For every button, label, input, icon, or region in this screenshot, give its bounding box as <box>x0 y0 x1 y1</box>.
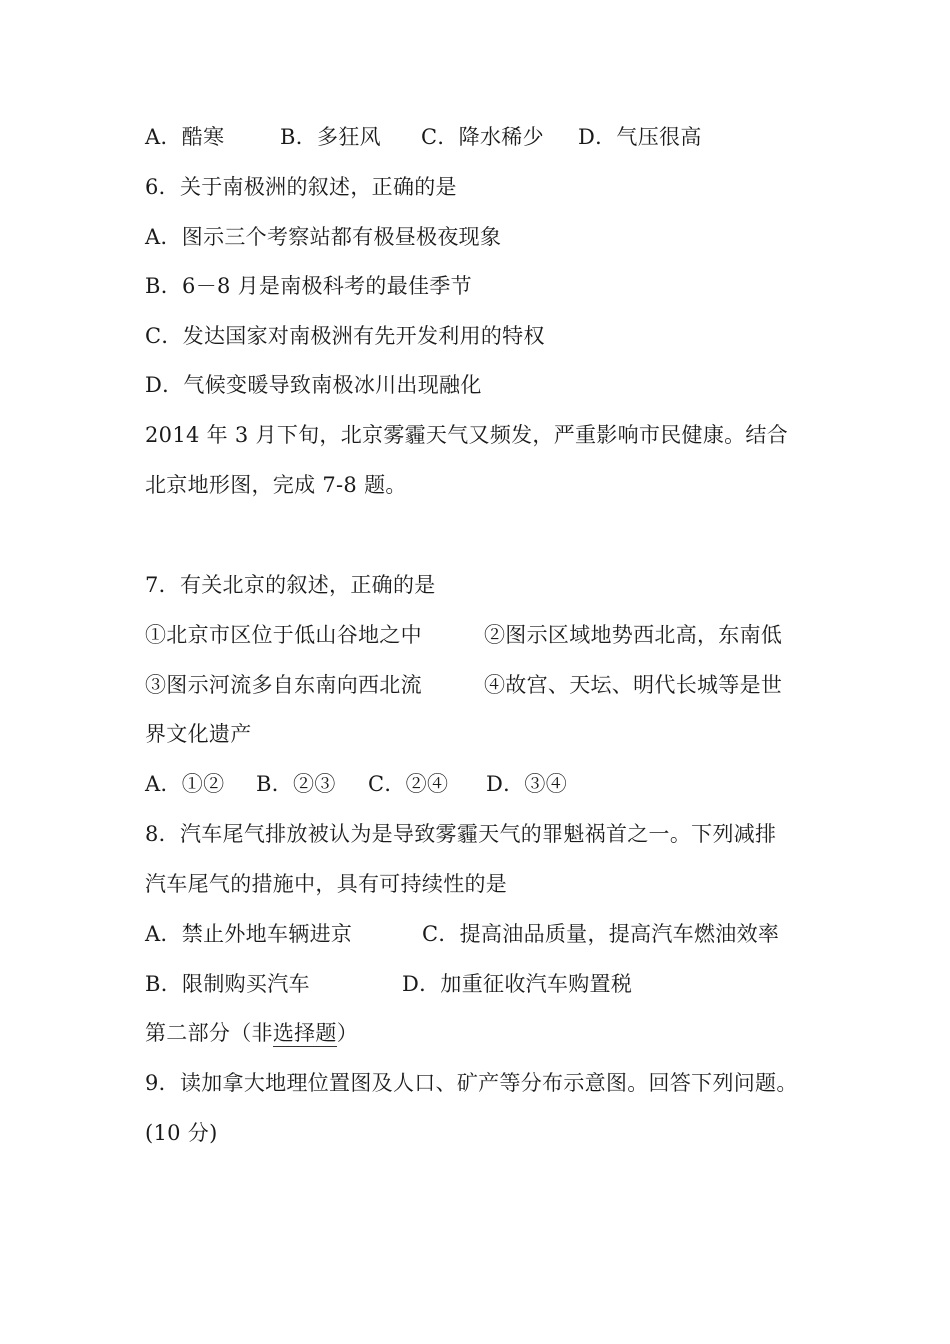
part-two-underlined: 选择题 <box>272 1021 337 1045</box>
q7-statement-3: ③图示河流多自东南向西北流 <box>145 673 422 697</box>
q7-option-b: B．②③ <box>256 772 336 796</box>
q8-option-a: A．禁止外地车辆进京 <box>145 922 353 946</box>
intro-7-8-line2: 北京地形图，完成 7-8 题。 <box>145 473 407 497</box>
q7-statement-4-continued: 界文化遗产 <box>145 722 252 746</box>
q8-option-d: D．加重征收汽车购置税 <box>402 972 633 996</box>
q6-stem: 6．关于南极洲的叙述，正确的是 <box>145 175 457 199</box>
q6-option-d: D．气候变暖导致南极冰川出现融化 <box>145 373 482 397</box>
part-two-prefix: 第二部分（非 <box>145 1021 273 1045</box>
q7-option-a: A．①② <box>145 772 225 796</box>
q5-option-d: D．气压很高 <box>578 125 702 149</box>
q7-option-c: C．②④ <box>368 772 449 796</box>
q9-stem: 9．读加拿大地理位置图及人口、矿产等分布示意图。回答下列问题。 <box>145 1071 798 1095</box>
q7-statement-2: ②图示区域地势西北高，东南低 <box>484 623 783 647</box>
q6-option-a: A．图示三个考察站都有极昼极夜现象 <box>145 225 502 249</box>
q5-option-a: A．酷寒 <box>145 125 225 149</box>
q6-option-b: B．6－8 月是南极科考的最佳季节 <box>145 274 472 298</box>
q6-option-c: C．发达国家对南极洲有先开发利用的特权 <box>145 324 545 348</box>
intro-7-8-line1: 2014 年 3 月下旬，北京雾霾天气又频发，严重影响市民健康。结合 <box>145 423 789 447</box>
q8-option-c: C．提高油品质量，提高汽车燃油效率 <box>422 922 780 946</box>
q7-option-d: D．③④ <box>486 772 568 796</box>
q9-score: (10 分) <box>145 1121 218 1145</box>
q8-option-b: B．限制购买汽车 <box>145 972 310 996</box>
part-two-suffix: ） <box>336 1021 359 1045</box>
q8-stem-line2: 汽车尾气的措施中，具有可持续性的是 <box>145 872 508 896</box>
part-two-heading <box>145 1020 358 1046</box>
q5-option-b: B．多狂风 <box>280 125 381 149</box>
q5-option-c: C．降水稀少 <box>421 125 544 149</box>
q8-stem-line1: 8．汽车尾气排放被认为是导致雾霾天气的罪魁祸首之一。下列减排 <box>145 822 777 846</box>
q7-stem: 7．有关北京的叙述，正确的是 <box>145 573 436 597</box>
q7-statement-1: ①北京市区位于低山谷地之中 <box>145 623 422 647</box>
q7-statement-4: ④故宫、天坛、明代长城等是世 <box>484 673 783 697</box>
